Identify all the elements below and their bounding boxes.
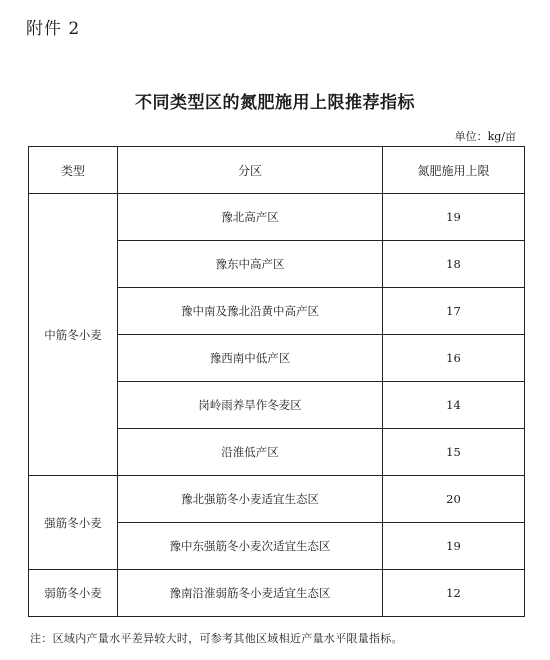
header-zone: 分区 [118,147,383,194]
zone-cell: 沿淮低产区 [118,429,383,476]
type-cell: 弱筋冬小麦 [29,570,118,617]
table-row [29,194,525,241]
unit-label: 单位：kg/亩 [454,130,516,143]
limit-cell: 19 [383,194,525,241]
footnote: 注：区域内产量水平差异较大时，可参考其他区域相近产量水平限量指标。 [30,632,403,645]
limit-cell: 20 [383,476,525,523]
limit-cell: 19 [383,523,525,570]
zone-cell: 岗岭雨养旱作冬麦区 [118,382,383,429]
limit-cell: 18 [383,241,525,288]
limit-cell: 15 [383,429,525,476]
table-row [29,570,525,617]
header-type: 类型 [29,147,118,194]
limit-cell: 14 [383,382,525,429]
zone-cell: 豫中东强筋冬小麦次适宜生态区 [118,523,383,570]
zone-cell: 豫北高产区 [118,194,383,241]
zone-cell: 豫北强筋冬小麦适宜生态区 [118,476,383,523]
type-cell: 中筋冬小麦 [29,194,118,476]
nitrogen-limit-table [28,146,525,617]
limit-cell: 17 [383,288,525,335]
header-limit: 氮肥施用上限 [383,147,525,194]
zone-cell: 豫南沿淮弱筋冬小麦适宜生态区 [118,570,383,617]
document-title: 不同类型区的氮肥施用上限推荐指标 [135,93,415,113]
table-row [29,476,525,523]
zone-cell: 豫西南中低产区 [118,335,383,382]
type-cell: 强筋冬小麦 [29,476,118,570]
limit-cell: 12 [383,570,525,617]
zone-cell: 豫东中高产区 [118,241,383,288]
limit-cell: 16 [383,335,525,382]
table-header-row [29,147,525,194]
zone-cell: 豫中南及豫北沿黄中高产区 [118,288,383,335]
attachment-label: 附件 2 [26,19,81,39]
